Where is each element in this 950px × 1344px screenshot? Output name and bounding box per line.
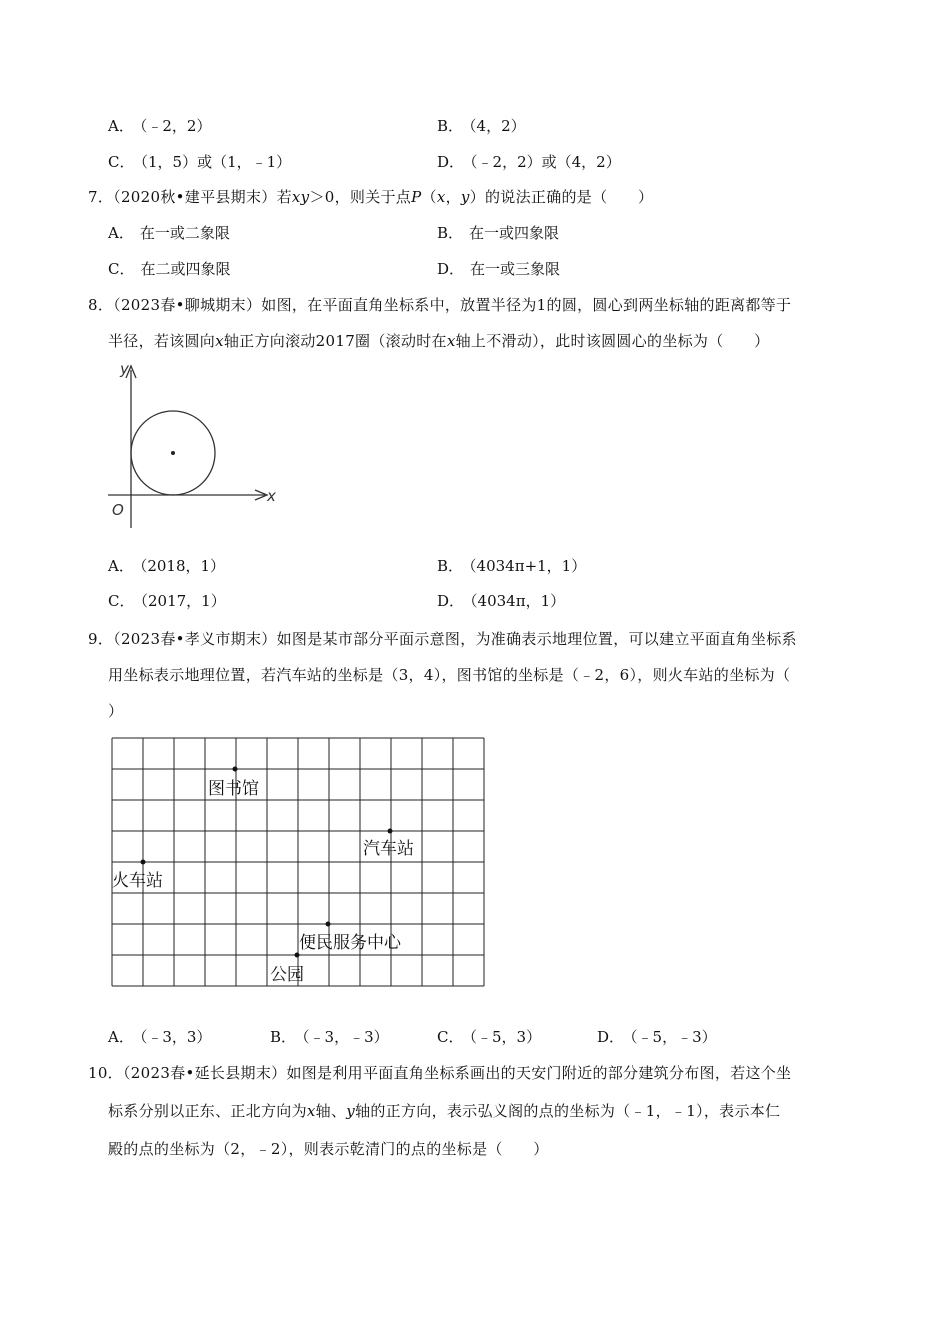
option-label: B． (437, 224, 464, 242)
circle-center-point (171, 451, 175, 455)
math-var: y (460, 188, 470, 206)
option-label: B． (437, 117, 464, 135)
q9-option-b[interactable] (270, 1027, 389, 1047)
option-text: （﹣2，2）或（4，2） (470, 153, 621, 171)
math-var: x (306, 1102, 316, 1120)
option-text: （﹣5，﹣3） (630, 1028, 717, 1046)
train-station-point (141, 860, 146, 865)
q6-option-c[interactable] (108, 152, 291, 172)
stem-text: 用坐标表示地理位置，若汽车站的坐标是（3，4），图书馆的坐标是（﹣2，6），则火车站的坐标为（ (108, 666, 791, 684)
stem-text: 轴、 (315, 1102, 347, 1120)
library-point (233, 767, 238, 772)
q9-city-map (105, 732, 490, 990)
option-text: （﹣3，﹣3） (302, 1028, 389, 1046)
option-label: D． (437, 260, 465, 278)
stem-text: ， (445, 188, 461, 206)
option-label: D． (597, 1028, 625, 1046)
option-label: C． (108, 153, 135, 171)
option-label: C． (437, 1028, 464, 1046)
option-text: （4034π+1，1） (469, 557, 587, 575)
q9-option-d[interactable] (597, 1027, 717, 1047)
stem-text: 半径，若该圆向 (108, 332, 216, 350)
stem-text: 如图是利用平面直角坐标系画出的天安门附近的部分建筑分布图，若这个坐 (286, 1064, 792, 1082)
q6-option-b[interactable] (437, 116, 526, 136)
q7-stem (88, 187, 653, 207)
math-var: xy (291, 188, 310, 206)
option-text: 在一或四象限 (469, 224, 560, 242)
x-axis-label: x (267, 487, 276, 505)
stem-text: 如图，在平面直角坐标系中，放置半径为1的圆，圆心到两坐标轴的距离都等于 (261, 296, 792, 314)
q10-stem-line1 (88, 1063, 791, 1083)
q8-option-c[interactable] (108, 591, 226, 611)
math-var: x (215, 332, 224, 350)
bus-station-label: 汽车站 (363, 839, 414, 859)
option-text: 在一或二象限 (139, 224, 230, 242)
option-text: （1，5）或（1，﹣1） (140, 153, 292, 171)
stem-text: 殿的点的坐标为（2，﹣2），则表示乾清门的点的坐标是（ ） (108, 1140, 549, 1158)
q8-option-d[interactable] (437, 591, 565, 611)
bus-station-point (388, 829, 393, 834)
q8-option-b[interactable] (437, 556, 586, 576)
park-label: 公园 (270, 965, 304, 985)
option-text: （4034π，1） (470, 592, 566, 610)
stem-text: （ (421, 188, 437, 206)
question-number: 8． (88, 296, 114, 314)
option-label: B． (270, 1028, 297, 1046)
service-center-point (326, 922, 331, 927)
option-label: C． (108, 260, 135, 278)
option-label: B． (437, 557, 464, 575)
q9-stem-line2 (108, 665, 790, 685)
stem-text: 轴上不滑动），此时该圆圆心的坐标为（ ） (455, 332, 770, 350)
option-label: A． (108, 224, 134, 242)
q8-stem-line1 (88, 295, 791, 315)
question-number: 7． (88, 188, 114, 206)
stem-text: 轴正方向滚动2017圈（滚动时在 (223, 332, 447, 350)
q6-option-d[interactable] (437, 152, 621, 172)
option-text: 在二或四象限 (140, 260, 231, 278)
q10-stem-line2 (108, 1101, 780, 1121)
q10-stem-line3 (108, 1139, 549, 1159)
math-var: x (446, 332, 456, 350)
q8-stem-line2 (108, 331, 769, 351)
q7-option-d[interactable] (437, 259, 560, 279)
q6-option-a[interactable] (108, 116, 211, 136)
stem-text: 若 (276, 188, 292, 206)
option-label: A． (108, 557, 134, 575)
train-station-label: 火车站 (112, 871, 163, 891)
map-grid (112, 738, 484, 986)
q9-option-c[interactable] (437, 1027, 541, 1047)
q7-option-b[interactable] (437, 223, 559, 243)
math-var: x (436, 188, 446, 206)
option-text: （﹣3，3） (139, 1028, 212, 1046)
question-number: 10． (88, 1064, 123, 1082)
q9-stem-line3 (108, 701, 123, 721)
option-text: （2017，1） (140, 592, 226, 610)
option-label: D． (437, 153, 465, 171)
option-text: 在一或三象限 (470, 260, 561, 278)
q9-stem-line1 (88, 629, 797, 649)
q8-circle-figure (100, 358, 285, 533)
option-text: （2018，1） (139, 557, 226, 575)
library-label: 图书馆 (208, 779, 259, 799)
math-var: P (411, 188, 422, 206)
stem-text: 标系分别以正东、正北方向为 (108, 1102, 307, 1120)
stem-text: 轴的正方向，表示弘义阁的点的坐标为（﹣1，﹣1），表示本仁 (355, 1102, 781, 1120)
question-source: （2023春•延长县期末） (123, 1064, 287, 1082)
option-label: A． (108, 117, 134, 135)
y-axis-label: y (120, 360, 129, 378)
question-source: （2023春•聊城期末） (113, 296, 262, 314)
q7-option-a[interactable] (108, 223, 230, 243)
option-label: C． (108, 592, 135, 610)
stem-text: 如图是某市部分平面示意图，为准确表示地理位置，可以建立平面直角坐标系 (276, 630, 797, 648)
question-source: （2023春•孝义市期末） (113, 630, 277, 648)
stem-text: ＞0，则关于点 (309, 188, 412, 206)
option-text: （﹣2，2） (139, 117, 212, 135)
question-source: （2020秋•建平县期末） (113, 188, 277, 206)
stem-text: ） (108, 702, 124, 720)
origin-label: O (112, 501, 124, 519)
q7-option-c[interactable] (108, 259, 231, 279)
option-label: A． (108, 1028, 134, 1046)
q9-option-a[interactable] (108, 1027, 211, 1047)
stem-text: ）的说法正确的是（ ） (469, 188, 654, 206)
option-text: （﹣5，3） (469, 1028, 542, 1046)
park-point (295, 953, 300, 958)
math-var: y (346, 1102, 356, 1120)
option-label: D． (437, 592, 465, 610)
service-center-label: 便民服务中心 (299, 933, 401, 953)
q8-option-a[interactable] (108, 556, 225, 576)
question-number: 9． (88, 630, 114, 648)
option-text: （4，2） (469, 117, 526, 135)
